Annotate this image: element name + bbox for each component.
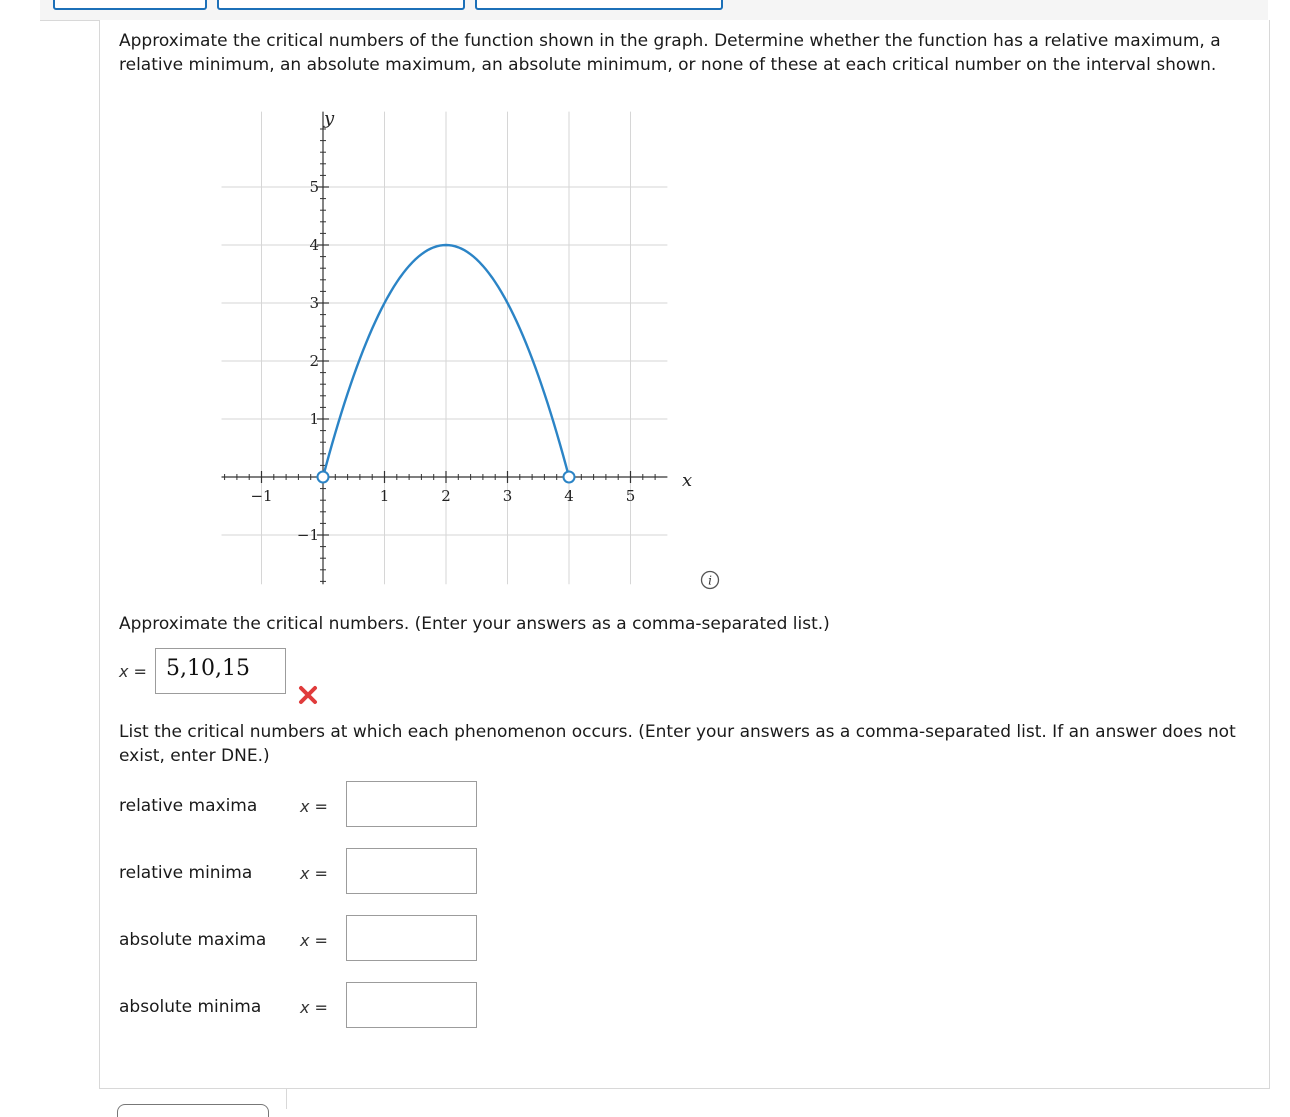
x-tick-label: 3 [503,487,513,505]
x-tick-label: 1 [380,487,390,505]
absolute-minima-input[interactable] [346,982,477,1028]
absolute-maxima-x-label: x = [300,931,328,950]
open-endpoint [564,472,575,483]
svg-text:i: i [708,574,712,588]
relative-minima-input[interactable] [346,848,477,894]
graph-grid [222,112,668,585]
graph-axes [222,112,668,585]
relative-maxima-label: relative maxima [119,796,257,816]
bottom-divider [286,1089,287,1109]
x-tick-label: 5 [626,487,636,505]
relative-maxima-x-label: x = [300,797,328,816]
absolute-minima-label: absolute minima [119,997,261,1017]
submit-tab-button[interactable] [117,1104,269,1117]
y-tick-label: 4 [309,236,319,254]
incorrect-x-icon [297,684,319,706]
top-tab-button-1[interactable] [53,0,207,10]
x-tick-label: 2 [441,487,451,505]
info-icon[interactable] [700,570,720,590]
top-tab-button-2[interactable] [217,0,465,10]
x-tick-label: 4 [564,487,574,505]
critical-prompt: Approximate the critical numbers. (Enter your answers as a comma-separated list.) [119,613,830,637]
x-tick-label: −1 [250,487,272,505]
critical-numbers-input[interactable] [155,648,286,694]
y-axis-label: y [323,108,335,129]
relative-maxima-input[interactable] [346,781,477,827]
top-strip [40,0,1268,21]
absolute-minima-x-label: x = [300,998,328,1017]
absolute-maxima-label: absolute maxima [119,930,266,950]
critical-x-label: x = [119,662,147,681]
relative-minima-x-label: x = [300,864,328,883]
y-tick-label: 5 [309,178,319,196]
x-axis-label: x [682,470,692,491]
y-tick-label: 3 [309,294,319,312]
phenomena-prompt: List the critical numbers at which each phenomenon occurs. (Enter your answers as a comma-separated list. If an answer does not exist, enter DNE.) [119,721,1239,768]
y-tick-label: −1 [297,526,319,544]
top-tab-button-3[interactable] [475,0,723,10]
open-endpoint [318,472,329,483]
function-graph [220,100,710,600]
critical-numbers-value: 5,10,15 [166,656,250,681]
relative-minima-label: relative minima [119,863,252,883]
absolute-maxima-input[interactable] [346,915,477,961]
y-tick-label: 1 [309,410,319,428]
y-tick-label: 2 [309,352,319,370]
question-text: Approximate the critical numbers of the function shown in the graph. Determine whether the function has a relative maximum, a relative minimum, an absolute maximum, an absolute minimum, or none of these at each critical number on the interval shown. [119,30,1259,77]
